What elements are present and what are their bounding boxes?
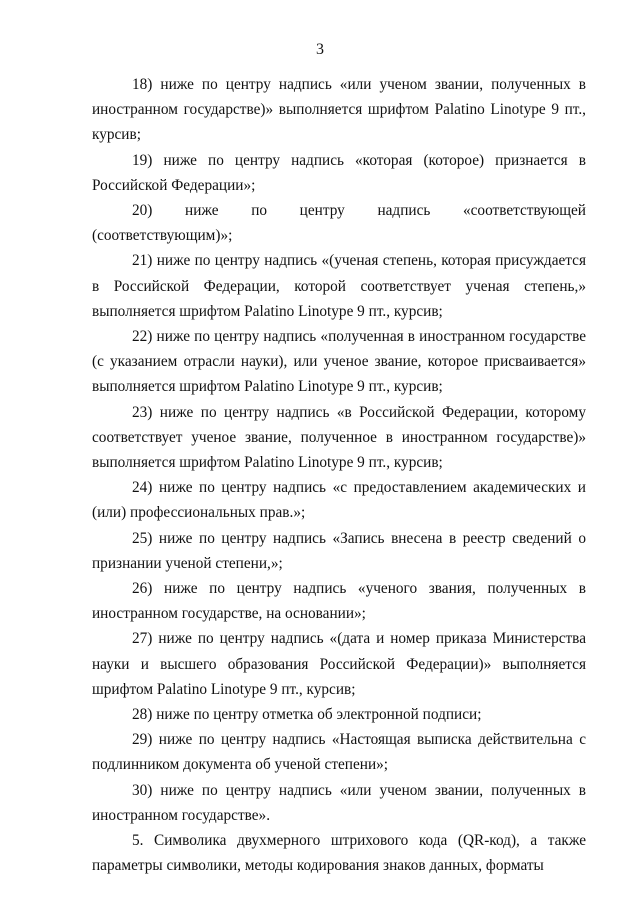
paragraph-item-22: 22) ниже по центру надпись «полученная в иностранном государстве (с указанием отрасли науки), или ученое звание, которое присваивается» выполняется шрифтом Palatino Linotype 9 пт., курсив; bbox=[92, 328, 586, 396]
paragraph-item-21: 21) ниже по центру надпись «(ученая степень, которая присуждается в Российской Федерации, которой соответствует ученая степень,» выполняется шрифтом Palatino Linotype 9 пт., курсив; bbox=[92, 252, 586, 320]
paragraph-item-23: 23) ниже по центру надпись «в Российской Федерации, которому соответствует ученое звание, полученное в иностранном государстве)» выполняется шрифтом Palatino Linotype 9 пт., курсив; bbox=[92, 403, 586, 472]
paragraph-section-5: 5. Символика двухмерного штрихового кода (QR-код), а также параметры символики, методы кодирования знаков данных, форматы bbox=[92, 832, 586, 875]
page-number: 3 bbox=[316, 41, 324, 58]
paragraph-item-24: 24) ниже по центру надпись «с предоставлением академических и (или) профессиональных прав.»; bbox=[92, 479, 586, 522]
paragraph-item-19: 19) ниже по центру надпись «которая (которое) признается в Российской Федерации»; bbox=[92, 151, 586, 194]
paragraph-item-29: 29) ниже по центру надпись «Настоящая выписка действительна с подлинником документа об ученой степени»; bbox=[92, 731, 586, 774]
paragraph-item-30: 30) ниже по центру надпись «или ученом звании, полученных в иностранном государстве». bbox=[92, 781, 586, 824]
paragraph-item-20: 20) ниже по центру надпись «соответствующей (соответствующим)»; bbox=[92, 202, 586, 245]
paragraph-item-25: 25) ниже по центру надпись «Запись внесена в реестр сведений о признании ученой степени,»; bbox=[92, 529, 586, 572]
paragraph-item-28: 28) ниже по центру отметка об электронной подписи; bbox=[132, 706, 482, 724]
paragraph-item-27: 27) ниже по центру надпись «(дата и номер приказа Министерства науки и высшего образования Российской Федерации)» выполняется шрифтом Palatino Linotype 9 пт., курсив; bbox=[92, 630, 586, 698]
paragraph-item-26: 26) ниже по центру надпись «ученого звания, полученных в иностранном государстве, на основании»; bbox=[92, 580, 586, 623]
document-body bbox=[92, 72, 586, 879]
paragraph-item-18: 18) ниже по центру надпись «или ученом звании, полученных в иностранном государстве)» выполняется шрифтом Palatino Linotype 9 пт., курсив; bbox=[92, 76, 586, 144]
